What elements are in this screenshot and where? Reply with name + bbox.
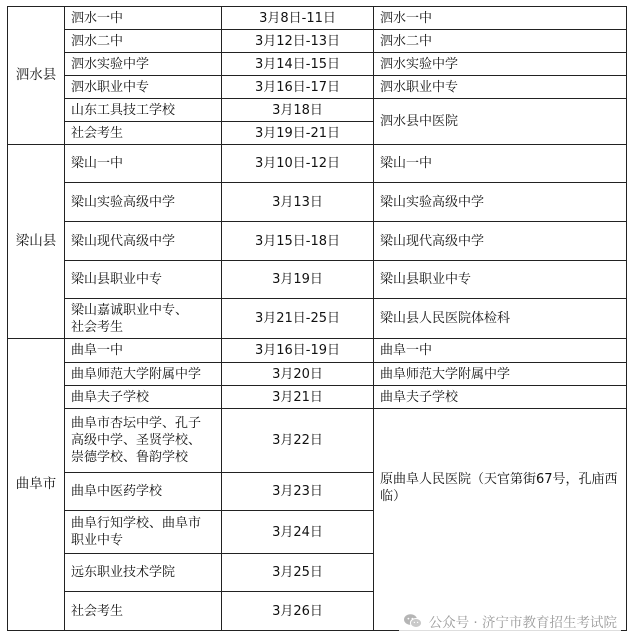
- date-cell: 3月13日: [222, 183, 374, 222]
- table-row: [8, 363, 627, 386]
- table-row: [8, 76, 627, 99]
- table-row: [8, 99, 627, 122]
- watermark-text: 公众号 · 济宁市教育招生考试院: [428, 615, 617, 631]
- date-cell: 3月24日: [222, 511, 374, 554]
- hospital-cell: [374, 409, 627, 631]
- school-cell: 泗水职业中专: [65, 76, 222, 99]
- date-cell: 3月21日-25日: [222, 299, 374, 339]
- table-row: [8, 299, 627, 339]
- hospital-cell: 梁山一中: [374, 145, 627, 183]
- hospital-cell: 梁山实验高级中学: [374, 183, 627, 222]
- date-cell: 3月8日-11日: [222, 7, 374, 30]
- date-cell: 3月12日-13日: [222, 30, 374, 53]
- table-row: [8, 339, 627, 363]
- date-cell: 3月21日: [222, 386, 374, 409]
- school-cell: 梁山一中: [65, 145, 222, 183]
- hospital-cell: 曲阜一中: [374, 339, 627, 363]
- date-cell: 3月16日-19日: [222, 339, 374, 363]
- date-cell: 3月15日-18日: [222, 222, 374, 261]
- school-line: 梁山嘉诚职业中专、: [71, 302, 189, 318]
- hospital-cell: 梁山县职业中专: [374, 261, 627, 299]
- school-line: 社会考生: [71, 319, 124, 335]
- school-cell: 泗水一中: [65, 7, 222, 30]
- wechat-icon: [403, 613, 423, 629]
- hospital-cell: 泗水二中: [374, 30, 627, 53]
- hospital-cell: 泗水县中医院: [374, 99, 627, 145]
- table-row: [8, 30, 627, 53]
- county-cell: 梁山县: [8, 145, 65, 339]
- county-cell: 曲阜市: [8, 339, 65, 631]
- date-cell: 3月25日: [222, 554, 374, 592]
- school-line: 曲阜市杏坛中学、孔子: [71, 416, 202, 431]
- watermark: [399, 609, 621, 633]
- table-row: [8, 222, 627, 261]
- hospital-address: 原曲阜人民医院（天官第街67号，孔庙西临）: [380, 472, 618, 504]
- school-cell: 梁山实验高级中学: [65, 183, 222, 222]
- date-cell: 3月22日: [222, 409, 374, 473]
- school-cell: 曲阜中医药学校: [65, 473, 222, 511]
- school-line: 崇德学校、鲁韵学校: [71, 450, 189, 465]
- hospital-cell: 泗水实验中学: [374, 53, 627, 76]
- exam-schedule-table: [7, 6, 627, 631]
- hospital-cell: 泗水职业中专: [374, 76, 627, 99]
- school-line: 职业中专: [71, 533, 124, 548]
- table-row: [8, 409, 627, 473]
- date-cell: 3月20日: [222, 363, 374, 386]
- table-row: [8, 183, 627, 222]
- school-cell: 泗水实验中学: [65, 53, 222, 76]
- school-cell: 曲阜师范大学附属中学: [65, 363, 222, 386]
- table-row: [8, 261, 627, 299]
- date-cell: 3月23日: [222, 473, 374, 511]
- table-row: [8, 7, 627, 30]
- school-cell: [65, 409, 222, 473]
- school-line: 曲阜行知学校、曲阜市: [71, 516, 202, 531]
- hospital-cell: 曲阜师范大学附属中学: [374, 363, 627, 386]
- table-row: [8, 145, 627, 183]
- county-cell: 泗水县: [8, 7, 65, 145]
- date-cell: 3月18日: [222, 99, 374, 122]
- school-cell: 远东职业技术学院: [65, 554, 222, 592]
- date-cell: 3月19日: [222, 261, 374, 299]
- school-cell: 梁山现代高级中学: [65, 222, 222, 261]
- school-line: 高级中学、圣贤学校、: [71, 433, 202, 448]
- date-cell: 3月14日-15日: [222, 53, 374, 76]
- date-cell: 3月19日-21日: [222, 122, 374, 145]
- hospital-cell: 梁山现代高级中学: [374, 222, 627, 261]
- school-cell: 社会考生: [65, 592, 222, 631]
- table-row: [8, 386, 627, 409]
- hospital-cell: 泗水一中: [374, 7, 627, 30]
- school-cell: 曲阜一中: [65, 339, 222, 363]
- school-cell: [65, 511, 222, 554]
- school-cell: 山东工具技工学校: [65, 99, 222, 122]
- date-cell: 3月26日: [222, 592, 374, 631]
- school-cell: 曲阜夫子学校: [65, 386, 222, 409]
- table-row: [8, 53, 627, 76]
- school-cell: 泗水二中: [65, 30, 222, 53]
- date-cell: 3月10日-12日: [222, 145, 374, 183]
- school-cell: 社会考生: [65, 122, 222, 145]
- date-cell: 3月16日-17日: [222, 76, 374, 99]
- school-cell: 梁山县职业中专: [65, 261, 222, 299]
- school-cell: [65, 299, 222, 339]
- hospital-cell: 梁山县人民医院体检科: [374, 299, 627, 339]
- hospital-cell: 曲阜夫子学校: [374, 386, 627, 409]
